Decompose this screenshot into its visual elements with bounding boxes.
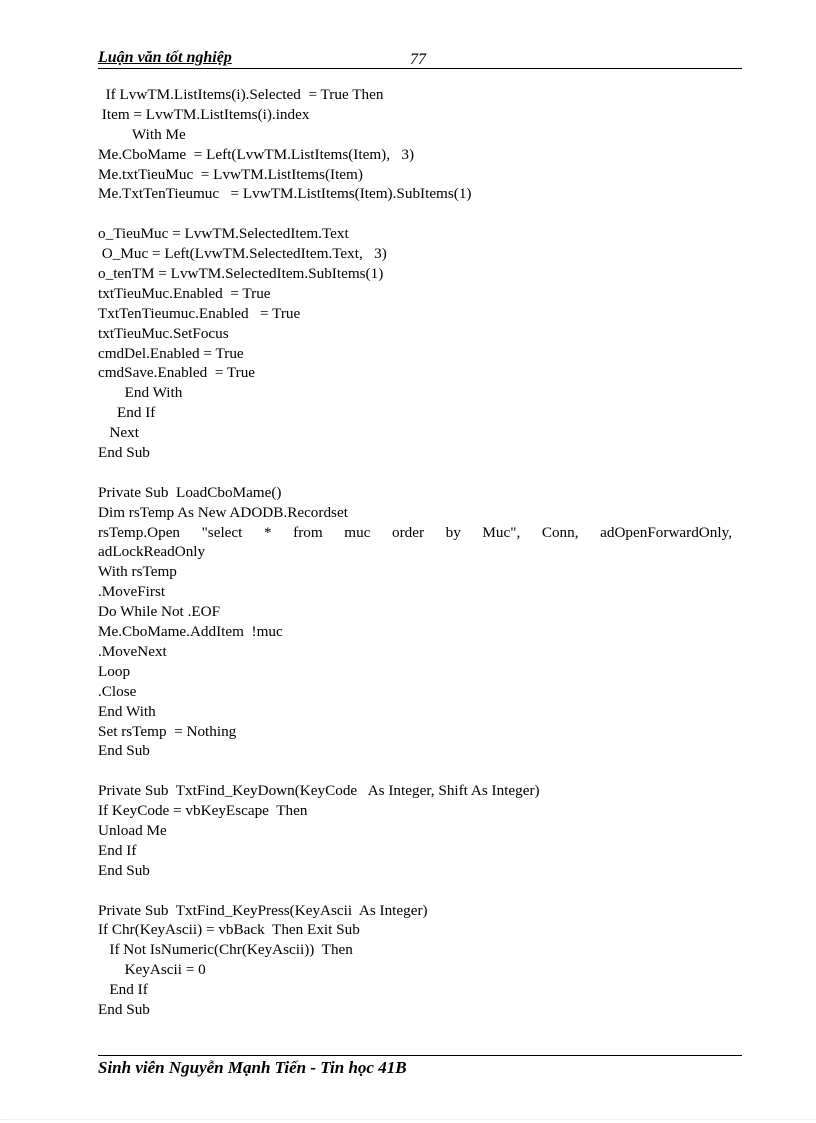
code-line: Private Sub LoadCboMame()	[98, 483, 282, 501]
code-line: Unload Me	[98, 821, 167, 839]
code-line: End Sub	[98, 1000, 150, 1018]
blank-line	[98, 463, 732, 483]
code-line: TxtTenTieumuc.Enabled = True	[98, 304, 301, 322]
code-line: With rsTemp	[98, 563, 177, 581]
code-line: txtTieuMuc.Enabled = True	[98, 284, 271, 302]
code-line: End If	[98, 404, 156, 422]
page-header	[98, 49, 742, 69]
code-line: End Sub	[98, 444, 150, 462]
code-line: End With	[98, 702, 156, 720]
code-line: Me.txtTieuMuc = LvwTM.ListItems(Item)	[98, 165, 363, 183]
footer-divider	[98, 1055, 742, 1056]
code-line: Loop	[98, 662, 131, 680]
code-line: End Sub	[98, 742, 150, 760]
code-line: End Sub	[98, 861, 150, 879]
code-listing	[98, 85, 732, 1020]
code-line: Item = LvwTM.ListItems(i).index	[98, 105, 310, 123]
page-number: 77	[410, 51, 426, 68]
blank-line	[98, 204, 732, 224]
page-bottom-edge	[0, 1119, 816, 1120]
code-line: o_TieuMuc = LvwTM.SelectedItem.Text	[98, 225, 349, 243]
code-line: Private Sub TxtFind_KeyPress(KeyAscii As Integer)	[98, 901, 428, 919]
code-line: .Close	[98, 682, 137, 700]
header-title: Luận văn tốt nghiệp	[98, 49, 232, 66]
code-line: End If	[98, 841, 137, 859]
code-line: Me.CboMame = Left(LvwTM.ListItems(Item), 3)	[98, 145, 415, 163]
code-line: KeyAscii = 0	[98, 961, 206, 979]
code-line: Set rsTemp = Nothing	[98, 722, 237, 740]
code-line: Next	[98, 424, 139, 442]
code-line: o_tenTM = LvwTM.SelectedItem.SubItems(1)	[98, 265, 384, 283]
blank-line	[98, 761, 732, 781]
code-line: If KeyCode = vbKeyEscape Then	[98, 802, 308, 820]
code-line: With Me	[98, 125, 186, 143]
code-line: Me.TxtTenTieumuc = LvwTM.ListItems(Item).SubItems(1)	[98, 185, 472, 203]
code-line: Do While Not .EOF	[98, 603, 221, 621]
code-line: Me.CboMame.AddItem !muc	[98, 623, 283, 641]
code-line: If Chr(KeyAscii) = vbBack Then Exit Sub	[98, 921, 360, 939]
code-line: Private Sub TxtFind_KeyDown(KeyCode As Integer, Shift As Integer)	[98, 782, 540, 800]
code-line: If LvwTM.ListItems(i).Selected = True Then	[98, 86, 384, 103]
code-line: .MoveNext	[98, 642, 167, 660]
code-line: O_Muc = Left(LvwTM.SelectedItem.Text, 3)	[98, 245, 387, 263]
code-line: End With	[98, 384, 183, 402]
page-footer: Sinh viên Nguyễn Mạnh Tiến - Tin học 41B	[98, 1058, 407, 1077]
code-line: Dim rsTemp As New ADODB.Recordset	[98, 503, 348, 521]
code-line: If Not IsNumeric(Chr(KeyAscii)) Then	[98, 941, 353, 959]
code-line: cmdDel.Enabled = True	[98, 344, 244, 362]
code-line: End If	[98, 981, 148, 999]
code-line: txtTieuMuc.SetFocus	[98, 324, 229, 342]
code-line: cmdSave.Enabled = True	[98, 364, 256, 382]
code-line: .MoveFirst	[98, 583, 166, 601]
code-line: adLockReadOnly	[98, 543, 206, 561]
code-line: rsTemp.Open "select * from muc order by Muc", Conn, adOpenForwardOnly,	[98, 523, 732, 541]
blank-line	[98, 881, 732, 901]
